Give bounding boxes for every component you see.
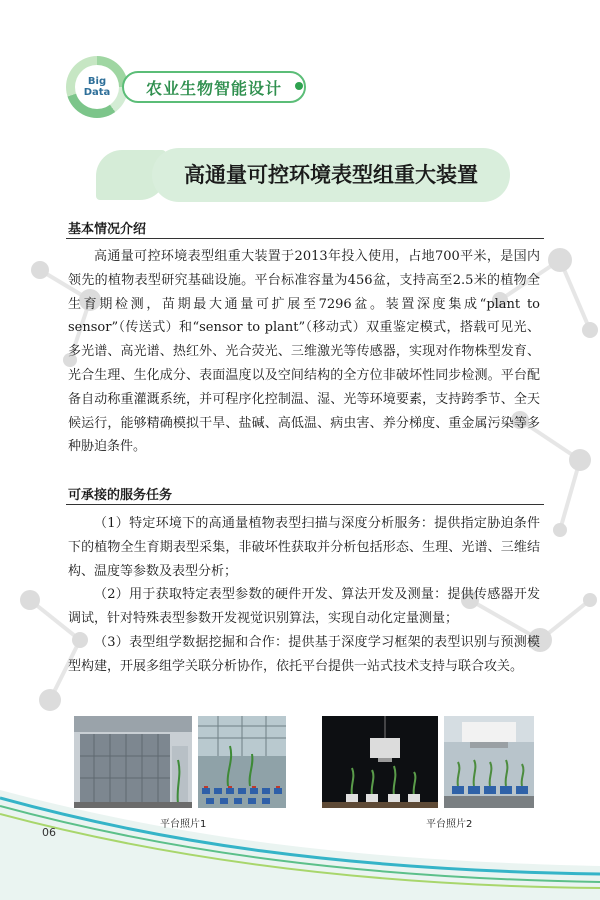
photo-greenhouse-machine [74, 716, 192, 808]
title-banner [96, 148, 510, 202]
logo-line2: Data [83, 87, 111, 98]
photo-caption-2: 平台照片2 [426, 819, 473, 830]
header-section-title: 农业生物智能设计 [146, 79, 283, 98]
section-header [66, 56, 306, 120]
header-dot-icon [295, 82, 303, 90]
photo-greenhouse-conveyor [198, 716, 286, 808]
section-divider [66, 238, 544, 239]
photo-gantry-sensor [444, 716, 534, 808]
service-item-3: （3）表型组学数据挖掘和合作：提供基于深度学习框架的表型识别与预测模型构建，开展多组学关联分析协作，依托平台提供一站式技术支持与联合攻关。 [68, 635, 540, 674]
section-heading-intro: 基本情况介绍 [68, 222, 147, 237]
logo-text [75, 65, 119, 109]
intro-paragraph: 高通量可控环境表型组重大装置于2013年投入使用，占地700平米，是国内领先的植物表型研究基础设施。平台标准容量为456盆，支持高至2.5米的植物全生育期检测，苗期最大通量可扩展至7296盆。装置深度集成“plant to sensor”（传送式）和“sensor to plant”（移动式）双重鉴定模式，搭载可见光、多光谱、高光谱、热红外、光合荧光、三维激光等传感器，实现对作物株型发育、光合生理、生化成分、表面温度以及空间结构的全方位非破坏性同步检测。平台配备自动称重灌溉系统，并可程序化控制温、湿、光等环境要素，支持跨季节、全天候运行，能够精确模拟干旱、盐碱、高低温、病虫害、养分梯度、重金属污染等多种胁迫条件。 [68, 249, 540, 455]
page-number: 06 [42, 826, 56, 839]
service-item-1: （1）特定环境下的高通量植物表型扫描与深度分析服务：提供指定胁迫条件下的植物全生育期表型采集，非破坏性获取并分析包括形态、生理、光谱、三维结构、温度等参数及表型分析； [68, 516, 540, 579]
section-divider [66, 504, 544, 505]
logo-line1: Big [87, 76, 107, 87]
section-heading-services: 可承接的服务任务 [68, 488, 173, 503]
big-data-logo [66, 56, 128, 118]
page-title: 高通量可控环境表型组重大装置 [184, 162, 478, 187]
service-item-2: （2）用于获取特定表型参数的硬件开发、算法开发及测量：提供传感器开发调试，针对特殊表型参数开发视觉识别算法，实现自动化定量测量； [68, 587, 540, 626]
photo-imaging-chamber [322, 716, 438, 808]
photo-caption-1: 平台照片1 [160, 819, 207, 830]
